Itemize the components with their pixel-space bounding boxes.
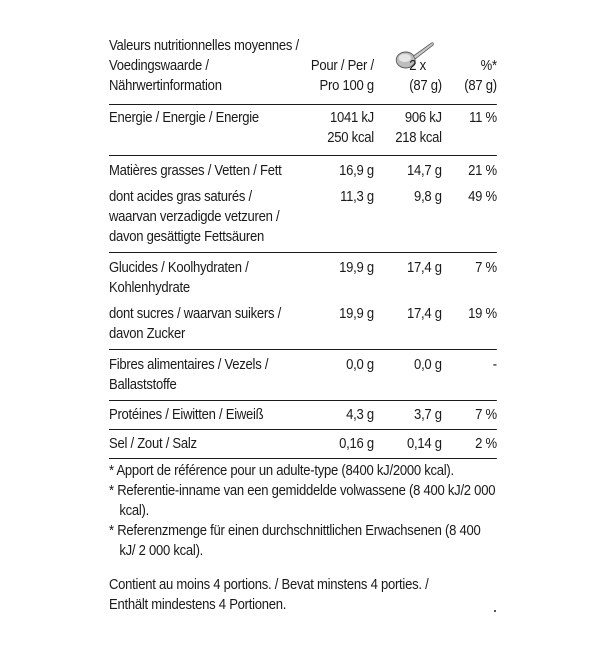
row-fat-label: Matières grasses / Vetten / Fett [109, 162, 282, 179]
footnote-de: * Referenzmenge für einen durchschnittlichen Erwachsenen (8 400 kJ/ 2 000 kcal). [109, 522, 481, 559]
row-sugars-per100: 19,9 g [339, 305, 374, 322]
energy-kcal-portion: 218 kcal [395, 129, 442, 146]
row-protein-portion: 3,7 g [414, 406, 442, 423]
row-sugars-label [109, 304, 298, 344]
table-header [109, 36, 497, 104]
portions-note-line2: Enthält mindestens 4 Portionen. [109, 596, 287, 613]
fibre-label-line1: Fibres alimentaires / Vezels / [109, 356, 269, 373]
row-salt-percent: 2 % [475, 435, 497, 452]
row-protein-percent: 7 % [475, 406, 497, 423]
row-fibre-portion: 0,0 g [414, 356, 442, 373]
divider [109, 458, 497, 459]
row-energy-label: Energie / Energie / Energie [109, 109, 259, 126]
row-carbohydrate [109, 253, 497, 301]
row-carbohydrate-label [109, 258, 298, 298]
fibre-label-line2: Ballaststoffe [109, 376, 177, 393]
header-per100 [311, 56, 374, 96]
row-salt [109, 430, 497, 458]
row-fibre [109, 350, 497, 400]
footnote-fr: * Apport de référence pour un adulte-type (8400 kJ/2000 kcal). [109, 462, 454, 479]
header-percent-line1: %* [480, 57, 497, 74]
row-energy [109, 105, 497, 155]
table-title [109, 36, 315, 96]
sugars-label-line1: dont sucres / waarvan suikers / [109, 305, 282, 322]
row-salt-per100: 0,16 g [339, 435, 374, 452]
row-salt-portion: 0,14 g [407, 435, 442, 452]
header-percent-line2: (87 g) [464, 77, 497, 94]
print-dot [494, 610, 496, 612]
row-fat-per100: 16,9 g [339, 162, 374, 179]
header-per100-line1: Pour / Per / [310, 57, 374, 74]
energy-kcal-per100: 250 kcal [327, 129, 374, 146]
row-fat-portion: 14,7 g [407, 162, 442, 179]
portions-note [109, 575, 497, 615]
header-percent [464, 56, 497, 96]
row-protein [109, 401, 497, 429]
header-portion [409, 56, 442, 96]
row-energy-per100 [327, 108, 374, 148]
row-carbohydrate-per100: 19,9 g [339, 259, 374, 276]
row-fibre-percent: - [492, 356, 497, 373]
row-energy-percent: 11 % [469, 109, 497, 126]
saturates-label-de: davon gesättigte Fettsäuren [109, 228, 264, 245]
header-per100-line2: Pro 100 g [319, 77, 374, 94]
title-line-fr: Valeurs nutritionnelles moyennes / [109, 37, 299, 54]
carbohydrate-label-line1: Glucides / Koolhydraten / [109, 259, 249, 276]
header-portion-line1: 2 x [409, 57, 426, 74]
row-fibre-per100: 0,0 g [346, 356, 374, 373]
sugars-label-line2: davon Zucker [109, 325, 186, 342]
row-saturates-percent: 49 % [468, 188, 497, 205]
row-fat-percent: 21 % [468, 162, 497, 179]
carbohydrate-label-line2: Kohlenhydrate [109, 279, 190, 296]
saturates-label-fr: dont acides gras saturés / [109, 188, 252, 205]
footnote-nl: * Referentie-inname van een gemiddelde volwassene (8 400 kJ/2 000 kcal). [109, 482, 496, 519]
row-saturates-portion: 9,8 g [414, 188, 442, 205]
row-salt-label: Sel / Zout / Salz [109, 435, 197, 452]
energy-kj-per100: 1041 kJ [329, 109, 374, 126]
row-fibre-label [109, 355, 298, 395]
energy-kj-portion: 906 kJ [404, 109, 442, 126]
row-fat [109, 156, 497, 184]
title-line-de: Nährwertinformation [109, 77, 222, 94]
portions-note-line1: Contient au moins 4 portions. / Bevat minstens 4 porties. / [109, 576, 429, 593]
row-sugars-portion: 17,4 g [407, 305, 442, 322]
saturates-label-nl: waarvan verzadigde vetzuren / [109, 208, 280, 225]
row-saturates [109, 184, 497, 252]
row-protein-label: Protéines / Eiwitten / Eiweiß [109, 406, 264, 423]
row-saturates-per100: 11,3 g [340, 188, 374, 205]
row-energy-portion [395, 108, 442, 148]
row-protein-per100: 4,3 g [346, 406, 374, 423]
title-line-nl: Voedingswaarde / [109, 57, 209, 74]
row-carbohydrate-portion: 17,4 g [407, 259, 442, 276]
row-saturates-label [109, 187, 298, 247]
row-carbohydrate-percent: 7 % [475, 259, 497, 276]
header-portion-line2: (87 g) [409, 77, 442, 94]
footnotes [109, 461, 497, 561]
nutrition-label [109, 36, 497, 615]
row-sugars [109, 301, 497, 349]
row-sugars-percent: 19 % [468, 305, 497, 322]
